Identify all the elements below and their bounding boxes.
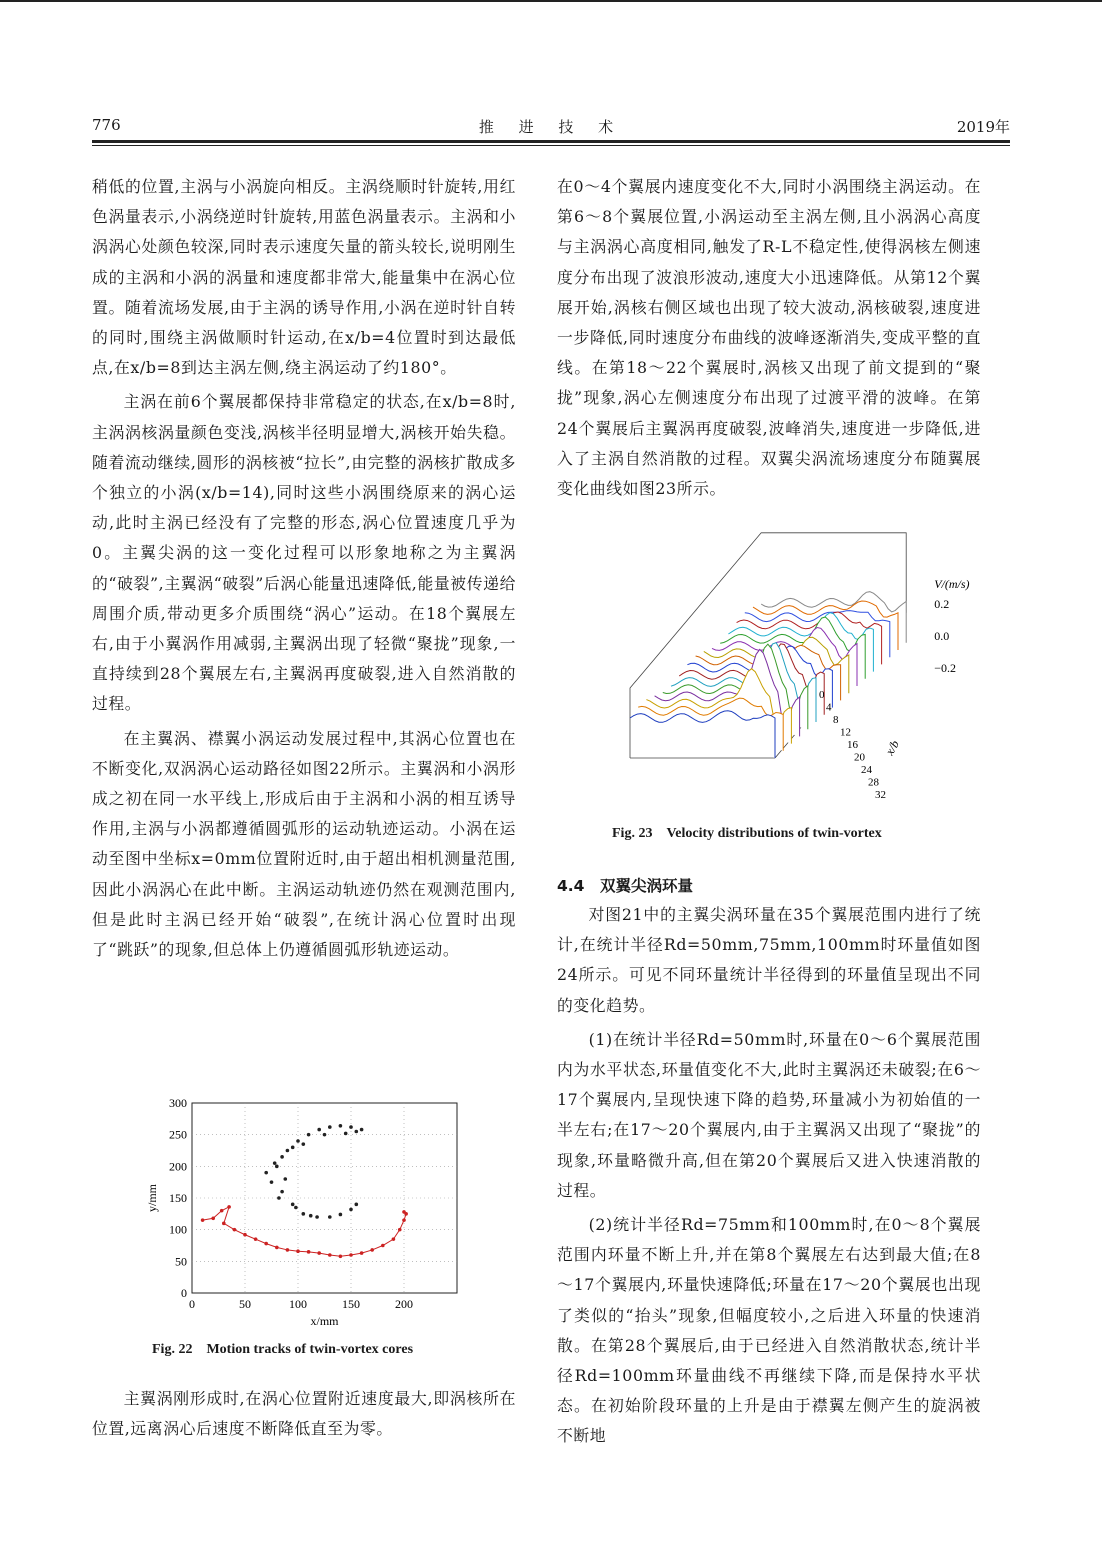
small-vortex-point [277, 1196, 281, 1200]
y-tick-label: 200 [169, 1159, 187, 1174]
small-vortex-point [264, 1171, 268, 1175]
small-vortex-point [339, 1124, 343, 1128]
right-column-section [557, 900, 981, 1452]
main-vortex-point [307, 1250, 311, 1254]
depth-tick-label: 20 [854, 751, 865, 764]
small-vortex-point [302, 1142, 306, 1146]
paragraph: 稍低的位置,主涡与小涡旋向相反。主涡绕顺时针旋转,用红色涡量表示,小涡绕逆时针旋转,用蓝色涡量表示。主涡和小涡涡心处颜色较深,同时表示速度矢量的箭头较长,说明刚生成的主涡和小涡的涡量和速度都非常大,能量集中在涡心位置。随着流场发展,由于主涡的诱导作用,小涡在逆时针自转的同时,围绕主涡做顺时针运动,在x/b=4位置时到达最低点,在x/b=8到达主涡左侧,绕主涡运动了约180°。 [92, 177, 516, 378]
main-vortex-point [222, 1222, 226, 1226]
small-vortex-point [317, 1128, 321, 1132]
small-vortex-point [344, 1132, 348, 1136]
y-tick-label: 0 [181, 1286, 187, 1300]
main-vortex-point [370, 1248, 374, 1252]
depth-tick-label: 0 [819, 689, 825, 701]
paragraph: 主涡在前6个翼展都保持非常稳定的状态,在x/b=8时,主涡涡核涡量颜色变浅,涡核半径明显增大,涡核开始失稳。随着流动继续,圆形的涡核被“拉长”,由完整的涡核扩散成多个独立的小涡(x/b=14),同时这些小涡围绕原来的涡心运动,此时主涡已经没有了完整的形态,涡心位置速度几乎为0。主翼尖涡的这一变化过程可以形象地称之为主翼涡的“破裂”,主翼涡“破裂”后涡心能量迅速降低,能量被传递给周围介质,带动更多介质围绕“涡心”运动。在18个翼展左右,由于小翼涡作用减弱,主翼涡出现了轻微“聚拢”现象,一直持续到28个翼展左右,主翼涡再度破裂,进入自然消散的过程。 [92, 392, 516, 714]
small-vortex-point [273, 1161, 277, 1165]
small-vortex-point [328, 1215, 332, 1219]
small-vortex-point [291, 1146, 295, 1150]
main-vortex-point [227, 1205, 231, 1209]
depth-tick-label: 4 [826, 701, 832, 714]
z-tick-label: 0.0 [934, 629, 950, 643]
main-vortex-point [398, 1228, 402, 1232]
main-vortex-point [349, 1253, 353, 1257]
small-vortex-point [307, 1133, 311, 1137]
y-tick-label: 300 [169, 1096, 187, 1110]
x-tick-label: 200 [395, 1297, 413, 1311]
main-vortex-point [402, 1218, 406, 1222]
z-tick-label: 0.2 [934, 597, 950, 611]
small-vortex-point [339, 1213, 343, 1217]
small-vortex-point [328, 1125, 332, 1129]
y-tick-label: 100 [169, 1222, 187, 1237]
main-vortex-point [339, 1254, 343, 1258]
issue-year: 2019年 [956, 118, 1010, 136]
small-vortex-point [280, 1190, 284, 1194]
main-vortex-point [381, 1244, 385, 1248]
paragraph: 在0～4个翼展内速度变化不大,同时小涡围绕主涡运动。在第6～8个翼展位置,小涡运动至主涡左侧,且小涡涡心高度与主涡涡心高度相同,触发了R-L不稳定性,使得涡核左侧速度分布出现了波浪形波动,速度大小迅速降低。从第12个翼展开始,涡核右侧区域也出现了较大波动,涡核破裂,速度进一步降低,同时速度分布曲线的波峰逐渐消失,变成平整的直线。在第18～22个翼展时,涡核又出现了前文提到的“聚拢”现象,涡心左侧速度分布出现了过渡平滑的波峰。在第24个翼展后主翼涡再度破裂,波峰消失,速度进一步降低,进入了主涡自然消散的过程。双翼尖涡流场速度分布随翼展变化曲线如图23所示。 [557, 177, 981, 499]
section-title: 4.4 双翼尖涡环量 [557, 877, 693, 895]
y-tick-label: 250 [169, 1127, 187, 1142]
small-vortex-point [291, 1203, 295, 1207]
top-border [0, 0, 1102, 2]
depth-tick-label: 12 [840, 726, 851, 739]
main-vortex-point [392, 1237, 396, 1241]
paragraph: 主翼涡刚形成时,在涡心位置附近速度最大,即涡核所在位置,远离涡心后速度不断降低直至为零。 [92, 1389, 516, 1439]
main-vortex-point [233, 1228, 237, 1232]
small-vortex-point [296, 1139, 300, 1143]
small-vortex-point [294, 1206, 298, 1210]
left-column [92, 172, 516, 965]
small-vortex-point [355, 1130, 359, 1134]
main-vortex-point [220, 1209, 224, 1213]
header-rule-thin [92, 145, 1010, 146]
small-vortex-point [323, 1133, 327, 1137]
figure-22-caption: Fig. 22 Motion tracks of twin-vortex cores [152, 1342, 414, 1357]
main-vortex-point [296, 1249, 300, 1253]
small-vortex-point [270, 1180, 274, 1184]
page-number: 776 [92, 116, 121, 134]
main-vortex-point [286, 1248, 290, 1252]
x-axis-label: x/mm [310, 1314, 339, 1328]
depth-tick-label: 16 [847, 739, 858, 751]
figure-23-caption: Fig. 23 Velocity distributions of twin-vortex [612, 826, 882, 841]
paragraph: (1)在统计半径Rd=50mm时,环量在0～6个翼展范围内为水平状态,环量值变化不大,此时主翼涡还未破裂;在6～17个翼展内,呈现快速下降的趋势,环量减小为初始值的一半左右;在17～20个翼展内,由于主翼涡又出现了“聚拢”的现象,环量略微升高,但在第20个翼展后又进入快速消散的过程。 [557, 1029, 981, 1200]
small-vortex-point [315, 1215, 319, 1219]
x-tick-label: 150 [342, 1297, 360, 1311]
y-tick-label: 150 [169, 1191, 187, 1205]
main-vortex-point [328, 1253, 332, 1257]
small-vortex-point [349, 1208, 353, 1212]
small-vortex-point [360, 1128, 364, 1132]
main-vortex-point [243, 1233, 247, 1237]
x-tick-label: 50 [239, 1297, 251, 1311]
x-tick-label: 100 [289, 1297, 307, 1311]
main-vortex-point [275, 1246, 279, 1250]
right-column [557, 172, 981, 504]
main-vortex-point [201, 1218, 205, 1222]
z-axis-label: V/(m/s) [934, 577, 970, 591]
main-vortex-point [402, 1210, 406, 1214]
small-vortex-point [283, 1177, 287, 1181]
small-vortex-point [302, 1212, 306, 1216]
x-tick-label: 0 [189, 1297, 195, 1311]
y-axis-label: y/mm [145, 1183, 159, 1213]
y-tick-label: 50 [175, 1254, 187, 1269]
header-rule-thick [92, 140, 1010, 143]
left-column-bottom [92, 1384, 516, 1444]
paragraph: 对图21中的主翼尖涡环量在35个翼展范围内进行了统计,在统计半径Rd=50mm,75mm,100mm时环量值如图24所示。可见不同环量统计半径得到的环量值呈现出不同的变化趋势。 [557, 905, 981, 1015]
paragraph: (2)统计半径Rd=75mm和100mm时,在0～8个翼展范围内环量不断上升,并在第8个翼展左右达到最大值;在8～17个翼展内,环量快速降低;环量在17～20个翼展也出现了类似的“抬头”现象,但幅度较小,之后进入环量的快速消散。在第28个翼展后,由于已经进入自然消散状态,统计半径Rd=100mm环量曲线不再继续下降,而是保持水平状态。在初始阶段环量的上升是由于襟翼左侧产生的旋涡被不断地 [557, 1215, 981, 1446]
z-tick-label: −0.2 [934, 661, 956, 675]
small-vortex-point [275, 1165, 279, 1169]
small-vortex-point [355, 1203, 359, 1207]
page-header [92, 116, 1010, 140]
depth-tick-label: 24 [861, 764, 872, 776]
depth-axis-label: x/b [882, 737, 902, 758]
small-vortex-point [280, 1155, 284, 1159]
main-vortex-point [360, 1251, 364, 1255]
paragraph: 在主翼涡、襟翼小涡运动发展过程中,其涡心位置也在不断变化,双涡涡心运动路径如图22所示。主翼涡和小涡形成之初在同一水平线上,形成后由于主涡和小涡的相互诱导作用,主涡与小涡都遵循圆弧形的运动轨迹运动。小涡在运动至图中坐标x=0mm位置附近时,由于超出相机测量范围,因此小涡涡心在此中断。主涡运动轨迹仍然在观测范围内,但是此时主涡已经开始“破裂”,在统计涡心位置时出现了“跳跃”的现象,但总体上仍遵循圆弧形轨迹运动。 [92, 728, 516, 960]
journal-title: 推 进 技 术 [478, 118, 624, 136]
main-vortex-point [264, 1242, 268, 1246]
small-vortex-point [286, 1149, 290, 1153]
main-vortex-point [211, 1216, 215, 1220]
small-vortex-point [349, 1125, 353, 1129]
figure-22-chart [140, 1095, 470, 1330]
main-vortex-point [317, 1251, 321, 1255]
depth-tick-label: 8 [833, 714, 839, 726]
figure-23-chart [600, 577, 970, 810]
depth-tick-label: 32 [875, 789, 886, 801]
depth-tick-label: 28 [868, 776, 879, 789]
main-vortex-point [254, 1237, 258, 1241]
small-vortex-point [309, 1214, 313, 1218]
